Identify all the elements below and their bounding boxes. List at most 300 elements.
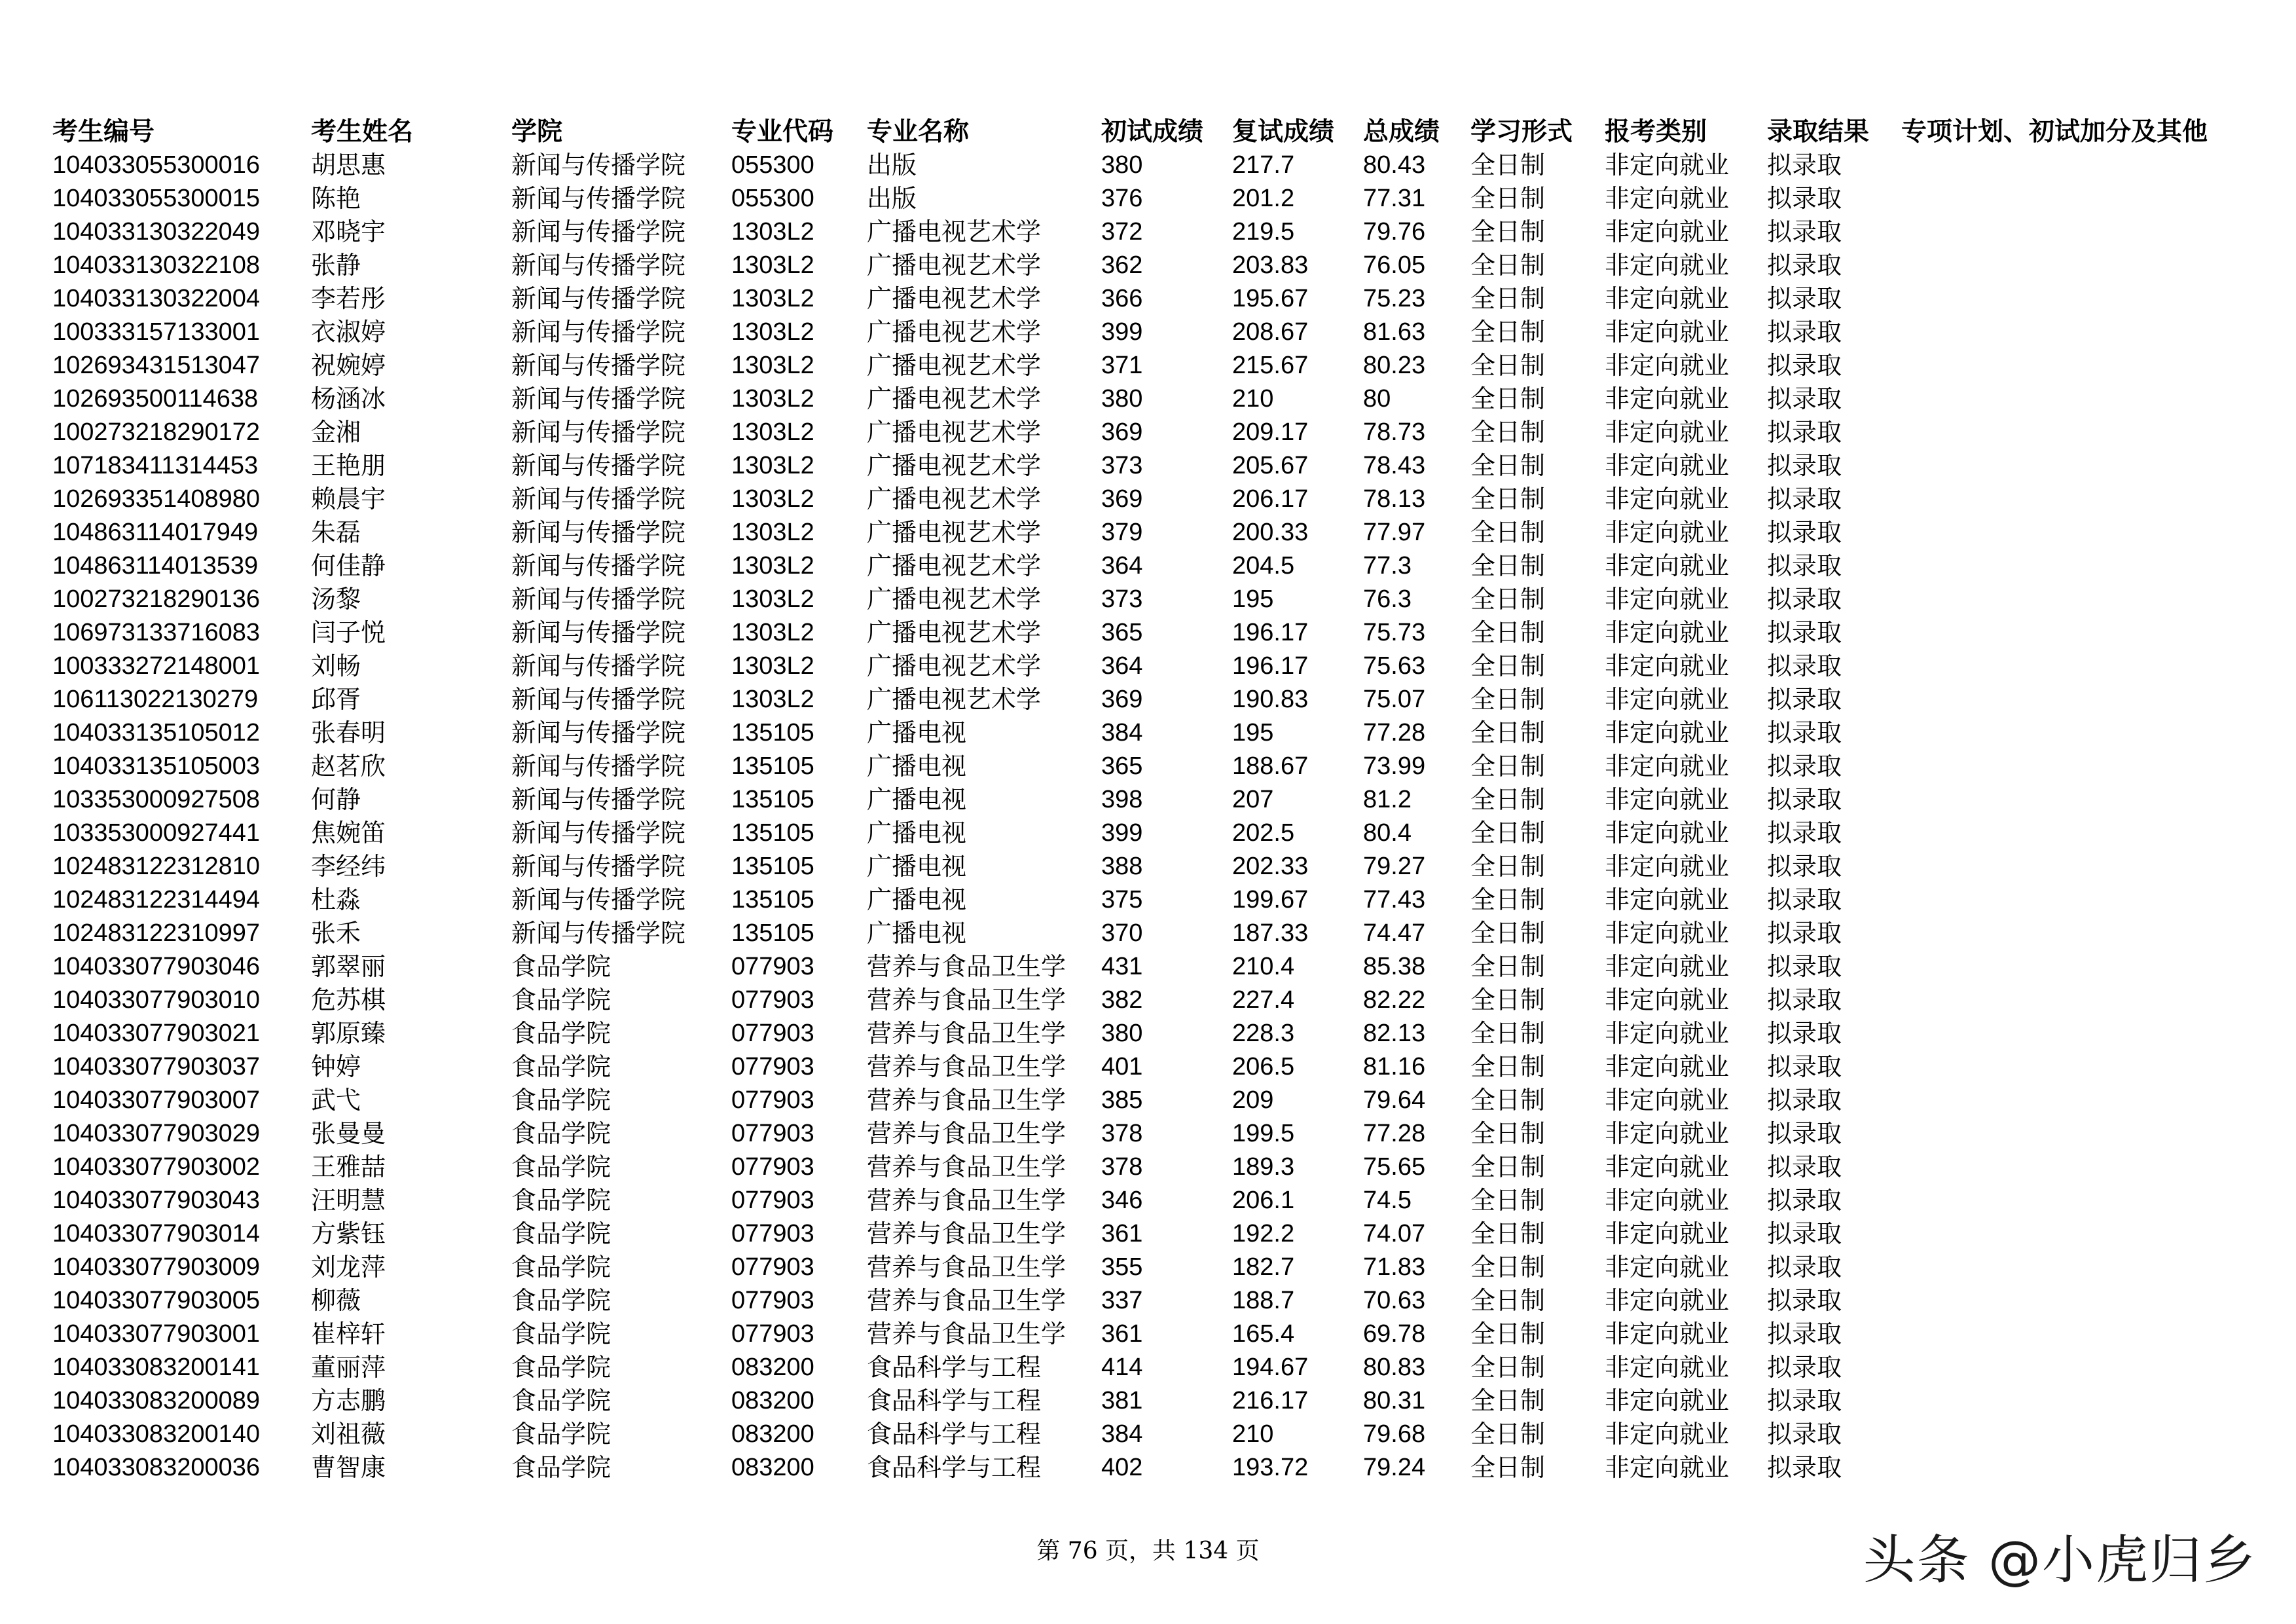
- table-cell: 384: [1101, 1420, 1143, 1448]
- table-cell: 非定向就业: [1605, 451, 1730, 480]
- table-cell: [1901, 950, 2255, 984]
- table-cell: 193.72: [1232, 1454, 1309, 1481]
- table-cell: 拟录取: [1767, 1052, 1842, 1081]
- table-cell: 194.67: [1232, 1354, 1309, 1381]
- table-cell: 81.2: [1363, 786, 1412, 813]
- table-cell: 216.17: [1232, 1387, 1309, 1414]
- table-cell: 77.28: [1363, 719, 1426, 747]
- table-cell: 拟录取: [1767, 384, 1842, 413]
- table-cell: 拟录取: [1767, 251, 1842, 280]
- table-cell: 201.2: [1232, 185, 1295, 212]
- table-cell: 228.3: [1232, 1020, 1295, 1047]
- table-cell: 食品学院: [511, 1186, 611, 1215]
- table-cell: 非定向就业: [1605, 284, 1730, 313]
- table-cell: 077903: [731, 953, 814, 980]
- table-cell: [1901, 616, 2255, 650]
- table-cell: 75.23: [1363, 285, 1426, 312]
- header-cell: 考生姓名: [311, 117, 414, 147]
- table-cell: 新闻与传播学院: [511, 618, 686, 647]
- table-cell: 79.27: [1363, 853, 1426, 880]
- admission-table: [52, 115, 2255, 1485]
- table-cell: 非定向就业: [1605, 752, 1730, 781]
- table-cell: 362: [1101, 251, 1143, 279]
- table-cell: 全日制: [1470, 952, 1546, 981]
- table-cell: 077903: [731, 1120, 814, 1147]
- table-cell: 1303L2: [731, 686, 814, 713]
- table-cell: 373: [1101, 585, 1143, 613]
- table-cell: 拟录取: [1767, 451, 1842, 480]
- table-cell: 104033077903021: [52, 1020, 261, 1047]
- table-cell: 拟录取: [1767, 1320, 1842, 1348]
- table-cell: 全日制: [1470, 652, 1546, 680]
- table-cell: 196.17: [1232, 619, 1309, 646]
- table-cell: 新闻与传播学院: [511, 184, 686, 213]
- table-cell: [1901, 1184, 2255, 1217]
- table-cell: 全日制: [1470, 1052, 1546, 1081]
- table-cell: 104033077903007: [52, 1086, 261, 1114]
- table-cell: 拟录取: [1767, 1253, 1842, 1282]
- table-cell: 077903: [731, 986, 814, 1014]
- table-cell: 78.73: [1363, 418, 1426, 446]
- table-cell: 077903: [731, 1253, 814, 1281]
- table-cell: 全日制: [1470, 1386, 1546, 1415]
- table-cell: 104033077903014: [52, 1220, 261, 1247]
- table-cell: 闫子悦: [311, 618, 386, 647]
- table-header-row: [52, 115, 2255, 149]
- table-cell: 新闻与传播学院: [511, 351, 686, 380]
- table-cell: 370: [1101, 919, 1143, 947]
- table-cell: 新闻与传播学院: [511, 217, 686, 246]
- table-cell: [1901, 783, 2255, 817]
- table-cell: 汤黎: [311, 585, 361, 614]
- table-cell: 75.65: [1363, 1153, 1426, 1181]
- table-cell: 135105: [731, 919, 814, 947]
- table-cell: 非定向就业: [1605, 184, 1730, 213]
- page-number: 第 76 页，共 134 页: [1036, 1538, 1260, 1564]
- table-cell: 376: [1101, 185, 1143, 212]
- table-cell: 拟录取: [1767, 184, 1842, 213]
- table-cell: 食品学院: [511, 1052, 611, 1081]
- table-cell: 非定向就业: [1605, 819, 1730, 847]
- table-cell: 新闻与传播学院: [511, 852, 686, 881]
- table-cell: 077903: [731, 1153, 814, 1181]
- table-cell: 拟录取: [1767, 1086, 1842, 1115]
- table-cell: 102483122312810: [52, 853, 261, 880]
- table-cell: 广播电视艺术学: [867, 284, 1042, 313]
- table-row: [52, 1351, 2255, 1384]
- table-cell: 135105: [731, 719, 814, 747]
- watermark-text: 头条 @小虎归乡: [1863, 1530, 2257, 1591]
- table-cell: 朱磊: [311, 518, 361, 547]
- table-cell: 非定向就业: [1605, 685, 1730, 714]
- table-cell: 102483122314494: [52, 886, 261, 913]
- table-cell: 杨涵冰: [311, 384, 386, 413]
- table-cell: 非定向就业: [1605, 551, 1730, 580]
- table-cell: 非定向就业: [1605, 384, 1730, 413]
- table-cell: 74.07: [1363, 1220, 1426, 1247]
- table-row: [52, 182, 2255, 215]
- table-cell: 100333272148001: [52, 652, 261, 680]
- table-row: [52, 516, 2255, 549]
- table-cell: 106973133716083: [52, 619, 261, 646]
- table-cell: [1901, 1217, 2255, 1251]
- table-cell: 郭翠丽: [311, 952, 386, 981]
- table-cell: 拟录取: [1767, 151, 1842, 179]
- table-row: [52, 650, 2255, 683]
- table-cell: 食品学院: [511, 1420, 611, 1449]
- table-cell: 188.7: [1232, 1287, 1295, 1314]
- table-cell: 388: [1101, 853, 1143, 880]
- table-cell: 384: [1101, 719, 1143, 747]
- table-cell: 非定向就业: [1605, 1219, 1730, 1248]
- table-cell: 217.7: [1232, 151, 1295, 179]
- table-row: [52, 1184, 2255, 1217]
- table-cell: [1901, 583, 2255, 616]
- table-cell: 拟录取: [1767, 351, 1842, 380]
- table-cell: 055300: [731, 185, 814, 212]
- table-cell: 70.63: [1363, 1287, 1426, 1314]
- table-cell: 1303L2: [731, 318, 814, 346]
- table-cell: 非定向就业: [1605, 1086, 1730, 1115]
- table-cell: 全日制: [1470, 217, 1546, 246]
- table-cell: 104033083200140: [52, 1420, 261, 1448]
- table-cell: 方紫钰: [311, 1219, 386, 1248]
- table-cell: 401: [1101, 1053, 1143, 1080]
- table-cell: 崔梓轩: [311, 1320, 386, 1348]
- table-cell: 非定向就业: [1605, 1052, 1730, 1081]
- table-row: [52, 1284, 2255, 1318]
- table-cell: 104033077903002: [52, 1153, 261, 1181]
- table-cell: 全日制: [1470, 1320, 1546, 1348]
- table-cell: 79.68: [1363, 1420, 1426, 1448]
- table-cell: 出版: [867, 151, 917, 179]
- table-cell: 营养与食品卫生学: [867, 1186, 1066, 1215]
- table-cell: 82.13: [1363, 1020, 1426, 1047]
- table-cell: 全日制: [1470, 1286, 1546, 1315]
- table-cell: 187.33: [1232, 919, 1309, 947]
- table-cell: [1901, 1384, 2255, 1418]
- header-cell: 考生编号: [52, 117, 155, 147]
- table-cell: 全日制: [1470, 1353, 1546, 1382]
- table-cell: 195.67: [1232, 285, 1309, 312]
- table-cell: 365: [1101, 752, 1143, 780]
- table-cell: 郭原臻: [311, 1019, 386, 1048]
- table-cell: 张静: [311, 251, 361, 280]
- table-cell: 拟录取: [1767, 919, 1842, 948]
- table-row: [52, 817, 2255, 850]
- table-cell: 380: [1101, 1020, 1143, 1047]
- table-cell: 广播电视: [867, 785, 967, 814]
- table-cell: 拟录取: [1767, 318, 1842, 346]
- table-cell: 1303L2: [731, 352, 814, 379]
- table-cell: 非定向就业: [1605, 518, 1730, 547]
- table-cell: 营养与食品卫生学: [867, 1253, 1066, 1282]
- table-cell: 广播电视艺术学: [867, 418, 1042, 447]
- table-cell: 广播电视: [867, 752, 967, 781]
- table-cell: 新闻与传播学院: [511, 485, 686, 513]
- table-cell: 077903: [731, 1053, 814, 1080]
- table-cell: 192.2: [1232, 1220, 1295, 1247]
- table-cell: 1303L2: [731, 452, 814, 479]
- table-cell: 083200: [731, 1420, 814, 1448]
- table-cell: 非定向就业: [1605, 318, 1730, 346]
- table-cell: [1901, 382, 2255, 416]
- table-cell: 非定向就业: [1605, 618, 1730, 647]
- table-cell: 非定向就业: [1605, 885, 1730, 914]
- table-cell: 广播电视艺术学: [867, 518, 1042, 547]
- table-row: [52, 382, 2255, 416]
- table-cell: 营养与食品卫生学: [867, 1320, 1066, 1348]
- table-row: [52, 1050, 2255, 1084]
- table-cell: 346: [1101, 1187, 1143, 1214]
- table-cell: 全日制: [1470, 1153, 1546, 1181]
- table-cell: 非定向就业: [1605, 785, 1730, 814]
- table-cell: 非定向就业: [1605, 852, 1730, 881]
- table-cell: 361: [1101, 1320, 1143, 1348]
- table-cell: 拟录取: [1767, 1219, 1842, 1248]
- table-cell: 199.5: [1232, 1120, 1295, 1147]
- table-cell: 76.05: [1363, 251, 1426, 279]
- table-cell: 营养与食品卫生学: [867, 1153, 1066, 1181]
- table-cell: 广播电视艺术学: [867, 318, 1042, 346]
- table-row: [52, 149, 2255, 182]
- table-row: [52, 783, 2255, 817]
- table-cell: [1901, 650, 2255, 683]
- table-cell: 104033130322108: [52, 251, 261, 279]
- table-cell: 拟录取: [1767, 551, 1842, 580]
- table-cell: 全日制: [1470, 518, 1546, 547]
- table-cell: 营养与食品卫生学: [867, 1086, 1066, 1115]
- table-row: [52, 883, 2255, 917]
- table-cell: [1901, 349, 2255, 382]
- table-cell: 199.67: [1232, 886, 1309, 913]
- table-cell: 非定向就业: [1605, 1253, 1730, 1282]
- table-cell: 全日制: [1470, 1420, 1546, 1449]
- table-cell: 71.83: [1363, 1253, 1426, 1281]
- table-cell: 刘祖薇: [311, 1420, 386, 1449]
- table-cell: 103353000927508: [52, 786, 261, 813]
- table-cell: 210: [1232, 385, 1274, 413]
- table-cell: 非定向就业: [1605, 1420, 1730, 1449]
- table-cell: 非定向就业: [1605, 1453, 1730, 1482]
- table-row: [52, 1418, 2255, 1451]
- table-cell: 食品科学与工程: [867, 1453, 1042, 1482]
- table-cell: 202.5: [1232, 819, 1295, 847]
- table-cell: 104033077903043: [52, 1187, 261, 1214]
- table-cell: 104033077903001: [52, 1320, 261, 1348]
- table-cell: 拟录取: [1767, 585, 1842, 614]
- table-cell: 102693500114638: [52, 385, 259, 413]
- table-cell: 杜淼: [311, 885, 361, 914]
- table-cell: [1901, 416, 2255, 449]
- table-cell: 全日制: [1470, 384, 1546, 413]
- table-row: [52, 1251, 2255, 1284]
- table-cell: 210: [1232, 1420, 1274, 1448]
- table-cell: 非定向就业: [1605, 652, 1730, 680]
- table-cell: 拟录取: [1767, 485, 1842, 513]
- table-cell: 104033130322004: [52, 285, 261, 312]
- table-row: [52, 1318, 2255, 1351]
- table-cell: 1303L2: [731, 585, 814, 613]
- table-cell: 全日制: [1470, 418, 1546, 447]
- table-cell: 钟婷: [311, 1052, 361, 1081]
- table-cell: 柳薇: [311, 1286, 361, 1315]
- table-cell: 378: [1101, 1120, 1143, 1147]
- table-cell: 广播电视艺术学: [867, 551, 1042, 580]
- table-cell: [1901, 249, 2255, 282]
- table-row: [52, 483, 2255, 516]
- table-row: [52, 850, 2255, 883]
- table-cell: 广播电视艺术学: [867, 485, 1042, 513]
- table-cell: [1901, 716, 2255, 750]
- table-row: [52, 917, 2255, 950]
- table-cell: 拟录取: [1767, 885, 1842, 914]
- table-cell: 新闻与传播学院: [511, 384, 686, 413]
- table-cell: 非定向就业: [1605, 1186, 1730, 1215]
- table-cell: 373: [1101, 452, 1143, 479]
- table-cell: 金湘: [311, 418, 361, 447]
- table-cell: 食品学院: [511, 1119, 611, 1148]
- table-cell: 1303L2: [731, 251, 814, 279]
- table-cell: 398: [1101, 786, 1143, 813]
- table-cell: 208.67: [1232, 318, 1309, 346]
- table-cell: 邱胥: [311, 685, 361, 714]
- table-cell: 新闻与传播学院: [511, 819, 686, 847]
- table-cell: 全日制: [1470, 551, 1546, 580]
- table-cell: 102483122310997: [52, 919, 261, 947]
- table-cell: 广播电视: [867, 919, 967, 948]
- table-cell: 399: [1101, 318, 1143, 346]
- table-cell: 非定向就业: [1605, 919, 1730, 948]
- table-cell: 食品学院: [511, 1086, 611, 1115]
- table-cell: 非定向就业: [1605, 1286, 1730, 1315]
- table-cell: 203.83: [1232, 251, 1309, 279]
- table-cell: 新闻与传播学院: [511, 318, 686, 346]
- table-cell: 拟录取: [1767, 1420, 1842, 1449]
- table-cell: 食品学院: [511, 1153, 611, 1181]
- table-cell: 何静: [311, 785, 361, 814]
- table-row: [52, 215, 2255, 249]
- table-cell: 营养与食品卫生学: [867, 1119, 1066, 1148]
- table-cell: 104033083200089: [52, 1387, 261, 1414]
- table-cell: 1303L2: [731, 619, 814, 646]
- table-cell: [1901, 1351, 2255, 1384]
- table-cell: 营养与食品卫生学: [867, 1219, 1066, 1248]
- table-cell: 379: [1101, 519, 1143, 546]
- table-cell: 新闻与传播学院: [511, 652, 686, 680]
- table-cell: 食品学院: [511, 1453, 611, 1482]
- table-row: [52, 549, 2255, 583]
- table-cell: 赖晨宇: [311, 485, 386, 513]
- table-cell: 非定向就业: [1605, 986, 1730, 1014]
- table-cell: 104033077903009: [52, 1253, 261, 1281]
- table-cell: 135105: [731, 886, 814, 913]
- table-cell: 077903: [731, 1020, 814, 1047]
- table-cell: 205.67: [1232, 452, 1309, 479]
- table-cell: 非定向就业: [1605, 217, 1730, 246]
- table-cell: 80.23: [1363, 352, 1426, 379]
- table-row: [52, 1217, 2255, 1251]
- table-cell: 全日制: [1470, 451, 1546, 480]
- table-cell: 104863114013539: [52, 552, 259, 580]
- table-cell: [1901, 750, 2255, 783]
- table-cell: 拟录取: [1767, 418, 1842, 447]
- table-cell: 全日制: [1470, 485, 1546, 513]
- table-cell: 135105: [731, 819, 814, 847]
- table-cell: 营养与食品卫生学: [867, 1019, 1066, 1048]
- table-cell: 祝婉婷: [311, 351, 386, 380]
- table-cell: 74.5: [1363, 1187, 1412, 1214]
- table-cell: 食品学院: [511, 986, 611, 1014]
- table-cell: 食品学院: [511, 1219, 611, 1248]
- table-cell: 077903: [731, 1220, 814, 1247]
- table-cell: 拟录取: [1767, 718, 1842, 747]
- table-cell: 新闻与传播学院: [511, 718, 686, 747]
- table-cell: 135105: [731, 853, 814, 880]
- table-cell: 79.24: [1363, 1454, 1426, 1481]
- table-cell: 189.3: [1232, 1153, 1295, 1181]
- table-cell: 衣淑婷: [311, 318, 386, 346]
- table-cell: 食品科学与工程: [867, 1353, 1042, 1382]
- table-cell: 董丽萍: [311, 1353, 386, 1382]
- header-cell: 学院: [511, 117, 563, 147]
- table-cell: 79.76: [1363, 218, 1426, 246]
- table-cell: 74.47: [1363, 919, 1426, 947]
- table-cell: 382: [1101, 986, 1143, 1014]
- table-row: [52, 249, 2255, 282]
- table-cell: 非定向就业: [1605, 1320, 1730, 1348]
- table-cell: 拟录取: [1767, 618, 1842, 647]
- table-cell: 拟录取: [1767, 1186, 1842, 1215]
- table-cell: 135105: [731, 786, 814, 813]
- table-cell: 拟录取: [1767, 284, 1842, 313]
- table-cell: 广播电视: [867, 852, 967, 881]
- table-cell: 刘龙萍: [311, 1253, 386, 1282]
- table-row: [52, 950, 2255, 984]
- table-cell: 372: [1101, 218, 1143, 246]
- table-cell: 拟录取: [1767, 1453, 1842, 1482]
- table-cell: [1901, 182, 2255, 215]
- table-cell: 083200: [731, 1354, 814, 1381]
- table-cell: 曹智康: [311, 1453, 386, 1482]
- table-cell: 1303L2: [731, 552, 814, 580]
- table-cell: 80.83: [1363, 1354, 1426, 1381]
- table-cell: [1901, 1418, 2255, 1451]
- table-cell: 非定向就业: [1605, 485, 1730, 513]
- table-cell: 364: [1101, 552, 1143, 580]
- table-cell: 207: [1232, 786, 1274, 813]
- table-cell: 104863114017949: [52, 519, 259, 546]
- table-cell: 张禾: [311, 919, 361, 948]
- table-cell: [1901, 449, 2255, 483]
- table-cell: 399: [1101, 819, 1143, 847]
- table-cell: 209: [1232, 1086, 1274, 1114]
- table-cell: 375: [1101, 886, 1143, 913]
- table-cell: 广播电视艺术学: [867, 351, 1042, 380]
- table-cell: 79.64: [1363, 1086, 1426, 1114]
- table-cell: 方志鹏: [311, 1386, 386, 1415]
- table-cell: 胡思惠: [311, 151, 386, 179]
- table-cell: 104033130322049: [52, 218, 261, 246]
- header-cell: 总成绩: [1363, 117, 1440, 147]
- table-cell: 104033077903029: [52, 1120, 261, 1147]
- table-cell: 食品学院: [511, 1253, 611, 1282]
- table-row: [52, 1084, 2255, 1117]
- table-cell: 广播电视: [867, 885, 967, 914]
- table-cell: 汪明慧: [311, 1186, 386, 1215]
- table-cell: 食品学院: [511, 1320, 611, 1348]
- table-row: [52, 349, 2255, 382]
